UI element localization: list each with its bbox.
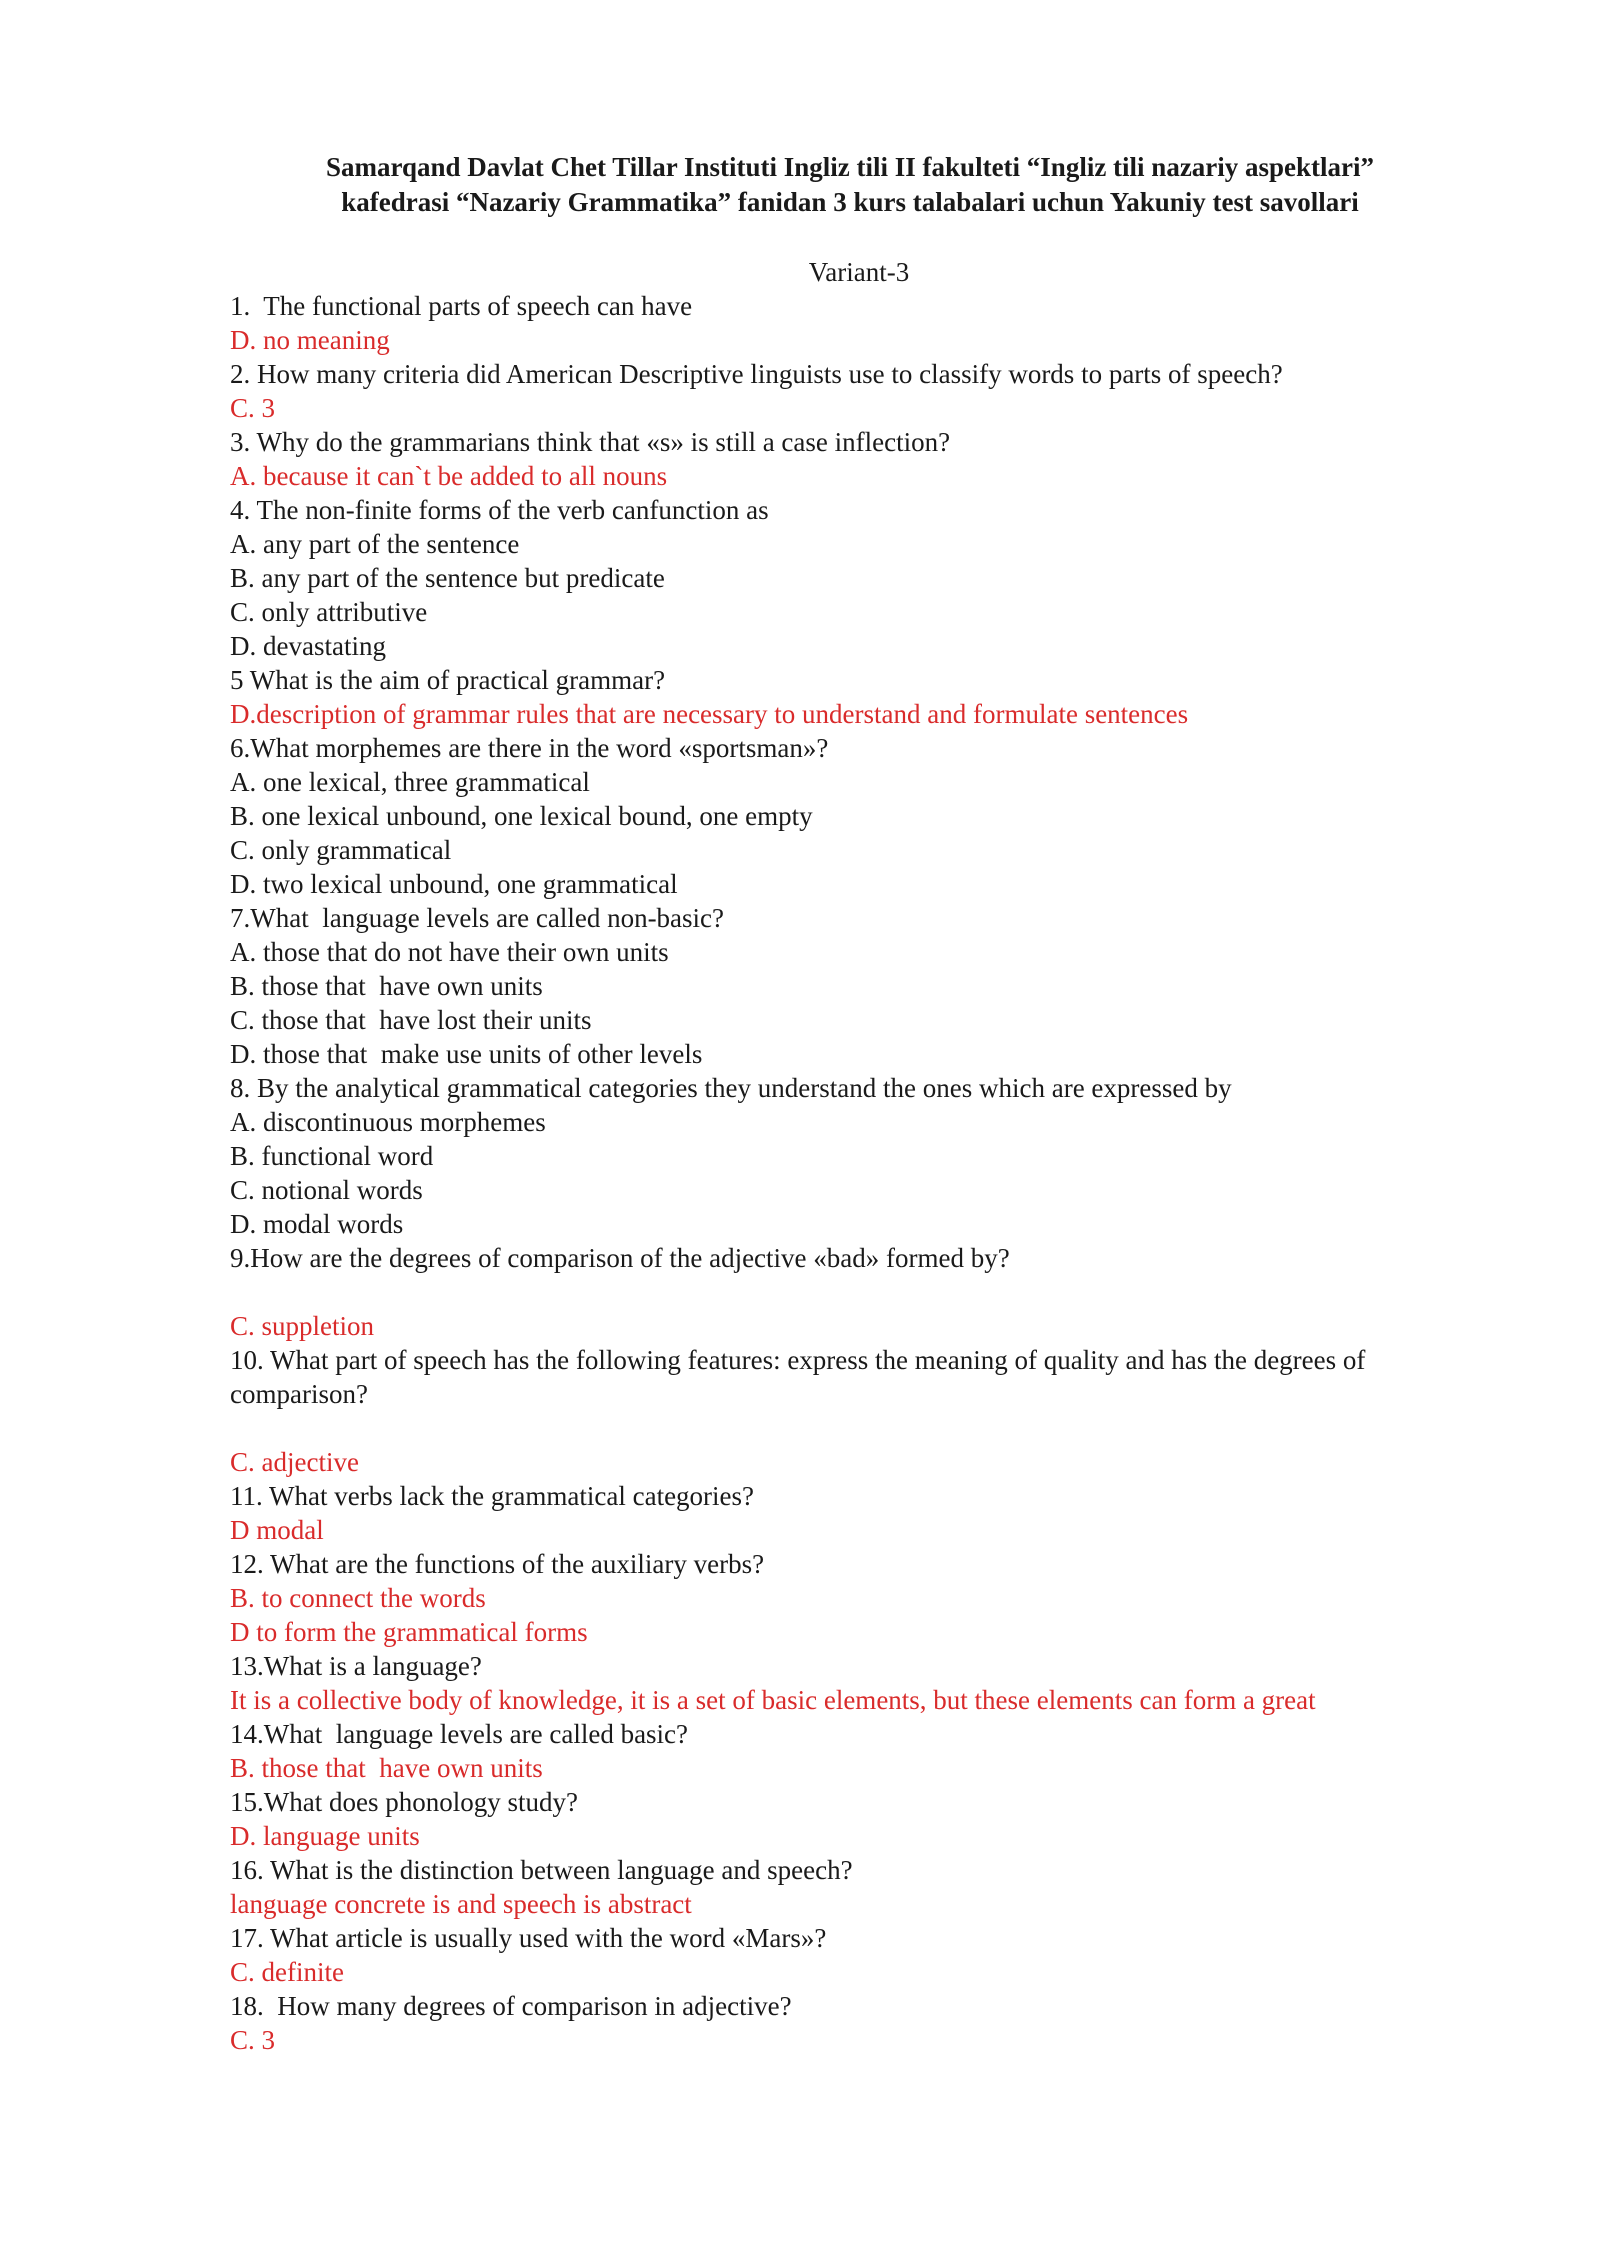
answer-text: language concrete is and speech is abstract: [230, 1889, 692, 1919]
option-text: D. devastating: [230, 631, 386, 661]
answer-text: C. suppletion: [230, 1311, 375, 1341]
answer-text: C. adjective: [230, 1447, 359, 1477]
question-text: 12. What are the functions of the auxiliary verbs?: [230, 1549, 765, 1579]
answer-text: B. to connect the words: [230, 1583, 486, 1613]
question-text: 9.How are the degrees of comparison of the adjective «bad» formed by?: [230, 1243, 1010, 1273]
option-text: C. only attributive: [230, 597, 428, 627]
option-text: C. notional words: [230, 1175, 423, 1205]
question-text: 3. Why do the grammarians think that «s» is still a case inflection?: [230, 427, 951, 457]
variant-label: Variant-3: [808, 257, 910, 287]
option-text: B. functional word: [230, 1141, 434, 1171]
question-text: 13.What is a language?: [230, 1651, 482, 1681]
option-text: A. any part of the sentence: [230, 529, 520, 559]
answer-text: It is a collective body of knowledge, it is a set of basic elements, but these elements can form a great: [230, 1685, 1316, 1715]
question-text: 1. The functional parts of speech can have: [230, 291, 693, 321]
option-text: D. modal words: [230, 1209, 404, 1239]
answer-text: D. language units: [230, 1821, 420, 1851]
option-text: C. those that have lost their units: [230, 1005, 592, 1035]
heading-line-1: Samarqand Davlat Chet Tillar Instituti Ingliz tili II fakulteti “Ingliz tili nazariy aspektlari”: [325, 152, 1375, 182]
heading-line-2: kafedrasi “Nazariy Grammatika” fanidan 3 kurs talabalari uchun Yakuniy test savollari: [341, 187, 1359, 217]
question-text: 16. What is the distinction between language and speech?: [230, 1855, 853, 1885]
option-text: C. only grammatical: [230, 835, 452, 865]
question-text: 7.What language levels are called non-basic?: [230, 903, 725, 933]
option-text: B. any part of the sentence but predicate: [230, 563, 665, 593]
answer-text: C. definite: [230, 1957, 344, 1987]
question-text: 11. What verbs lack the grammatical categories?: [230, 1481, 755, 1511]
option-text: B. one lexical unbound, one lexical bound, one empty: [230, 801, 813, 831]
question-text: 18. How many degrees of comparison in adjective?: [230, 1991, 792, 2021]
question-text: 14.What language levels are called basic?: [230, 1719, 689, 1749]
answer-text: D. no meaning: [230, 325, 390, 355]
option-text: B. those that have own units: [230, 971, 543, 1001]
question-text: 4. The non-finite forms of the verb canfunction as: [230, 495, 769, 525]
question-text: 8. By the analytical grammatical categories they understand the ones which are expressed by: [230, 1073, 1232, 1103]
test-questions-list: [230, 289, 1490, 2057]
answer-text: B. those that have own units: [230, 1753, 543, 1783]
option-text: A. one lexical, three grammatical: [230, 767, 590, 797]
document-heading: [230, 150, 1470, 220]
question-text: 10. What part of speech has the following features: express the meaning of quality and has the degrees of: [230, 1345, 1366, 1375]
option-text: D. those that make use units of other levels: [230, 1039, 703, 1069]
answer-text: D.description of grammar rules that are necessary to understand and formulate sentences: [230, 699, 1189, 729]
answer-text: C. 3: [230, 2025, 276, 2055]
blank-line: [230, 1275, 1490, 1309]
question-text: 17. What article is usually used with the word «Mars»?: [230, 1923, 827, 1953]
blank-line: [230, 1411, 1490, 1445]
option-text: A. discontinuous morphemes: [230, 1107, 546, 1137]
question-text: 5 What is the aim of practical grammar?: [230, 665, 666, 695]
answer-text: D modal: [230, 1515, 324, 1545]
question-text: 15.What does phonology study?: [230, 1787, 578, 1817]
answer-text: C. 3: [230, 393, 276, 423]
option-text: A. those that do not have their own units: [230, 937, 669, 967]
question-text: 2. How many criteria did American Descriptive linguists use to classify words to parts of speech?: [230, 359, 1283, 389]
question-text: comparison?: [230, 1379, 368, 1409]
question-text: 6.What morphemes are there in the word «sportsman»?: [230, 733, 829, 763]
answer-text: A. because it can`t be added to all nouns: [230, 461, 668, 491]
option-text: D. two lexical unbound, one grammatical: [230, 869, 678, 899]
answer-text: D to form the grammatical forms: [230, 1617, 588, 1647]
